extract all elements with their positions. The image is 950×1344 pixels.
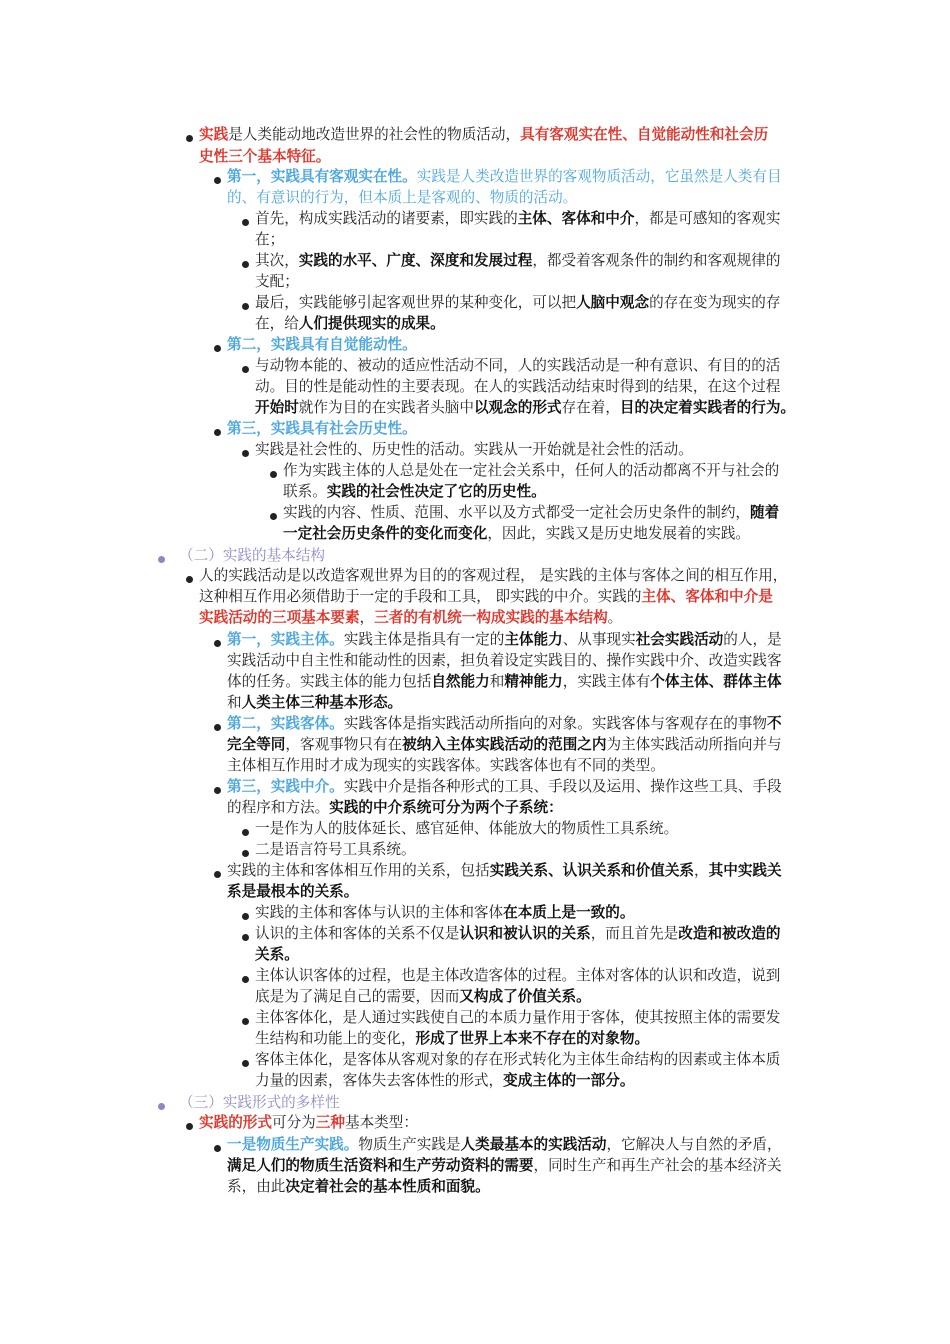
text-run: 三种 [315, 1114, 345, 1131]
text-run: 物质生产实践是 [358, 1136, 461, 1153]
bullet-dot [242, 976, 249, 983]
text-line [227, 1155, 782, 1176]
bullet-dot [270, 471, 277, 478]
text-run: 系是最根本的关系。 [227, 883, 359, 900]
bullet-dot [242, 366, 249, 373]
text-run: 决定着社会的基本性质和面貌。 [285, 1178, 490, 1195]
text-run: ，同时生产和再生产社会的基本经济关 [533, 1157, 782, 1174]
bullet-dot [214, 177, 221, 184]
text-run: 一定社会历史条件的变化而变化 [283, 525, 488, 542]
text-run: 第二，实践具有自觉能动性。 [227, 336, 417, 353]
text-run: 个体主体、群体主体 [650, 673, 782, 690]
text-run: 客体主体化，是客体从客观对象的存在形式转化为主体生命结构的因素或主体本质 [255, 1051, 781, 1068]
text-run: ，而且首先是 [590, 925, 679, 942]
bullet-dot [242, 850, 249, 857]
text-run: 随着 [750, 504, 780, 521]
bullet-dot [158, 556, 165, 563]
text-run: 的程序和方法。 [227, 799, 330, 816]
text-run: 的人，是 [723, 631, 782, 648]
text-line [255, 1007, 780, 1028]
text-run: 实践活动的三项基本要素 [199, 609, 360, 626]
text-line [227, 692, 402, 713]
text-line [255, 397, 795, 418]
text-line [199, 565, 787, 586]
text-run: 三者的有机统一构成实践的基本结构 [374, 609, 608, 626]
text-run: 开始时 [255, 399, 299, 416]
text-run: 底是为了满足自己的需要，因而 [255, 988, 460, 1005]
text-line [227, 713, 782, 734]
text-line [283, 460, 779, 481]
text-run: 目的决定着实践者的行为。 [619, 399, 796, 416]
text-run: 第二，实践客体。 [227, 715, 344, 732]
bullet-dot [186, 576, 193, 583]
text-line [283, 481, 546, 502]
text-run: 人类主体三种基本形态。 [241, 694, 403, 711]
text-line [255, 944, 299, 965]
bullet-dot [214, 724, 221, 731]
text-run: 力量的因素，客体失去客体性的形式， [255, 1072, 504, 1089]
text-run: 支配； [255, 273, 299, 290]
text-run: 完全等同 [227, 736, 286, 753]
text-run: 系，由此 [227, 1178, 286, 1195]
text-run: 是人类能动地改造世界的社会性的物质活动， [228, 126, 521, 143]
text-run: 二是语言符号工具系统。 [255, 841, 416, 858]
bullet-dot [158, 1103, 165, 1110]
text-line [255, 208, 780, 229]
text-run: 的存在变为现实的存 [649, 294, 781, 311]
text-run: ，客观事物只有在 [285, 736, 403, 753]
text-run: 精神能力 [504, 673, 563, 690]
text-run: 形成了世界上本来不存在的对象物。 [415, 1030, 650, 1047]
text-run: 实践的内容、性质、范围、水平以及方式都受一定社会历史条件的制约， [283, 504, 751, 521]
text-run: 一是作为人的肢体延长、感官延伸、体能放大的物质性工具系统。 [255, 820, 679, 837]
text-line [227, 334, 417, 355]
bullet-dot [242, 219, 249, 226]
text-line [227, 418, 417, 439]
text-line [255, 986, 591, 1007]
text-run: 基本类型： [344, 1114, 418, 1131]
text-run: 实践关系、认识关系和价值关系 [489, 862, 695, 879]
text-line [255, 376, 780, 397]
text-run: 的、有意识的行为，但本质上是客观的、物质的活动。 [227, 189, 578, 206]
text-run: 以观念的形式 [473, 399, 562, 416]
text-line [199, 124, 768, 145]
text-line [255, 439, 693, 460]
text-run: 被纳入主体实践活动的范围之内 [402, 736, 607, 753]
text-run: 第一，实践主体。 [227, 631, 344, 648]
text-run: 主体、客体和中介 [517, 210, 635, 227]
text-run: ，都受着客观条件的制约和客观规律的 [532, 252, 781, 269]
text-run: 人脑中观念 [576, 294, 650, 311]
text-run: 为主体实践活动所指向并与 [606, 736, 782, 753]
text-run: 关系。 [255, 946, 299, 963]
text-run: 最后，实践能够引起客观世界的某种变化，可以把 [255, 294, 577, 311]
text-line [179, 1092, 340, 1113]
text-line [227, 629, 782, 650]
text-line [227, 187, 577, 208]
text-line [227, 881, 358, 902]
text-line [255, 313, 445, 334]
text-run: 史性三个基本特征。 [199, 148, 331, 165]
text-run: 实践的中介系统可分为两个子系统： [329, 799, 563, 816]
text-run: 在，给 [255, 315, 299, 332]
text-run: 这种相互作用必须借助于一定的手段和工具， 即实践的中介。实践的 [199, 588, 642, 605]
text-line [255, 1070, 634, 1091]
text-line [227, 734, 782, 755]
text-run: 其次， [255, 252, 299, 269]
text-run: 实践是社会性的、历史性的活动。实践从一开始就是社会性的活动。 [255, 441, 693, 458]
text-run: 不 [767, 715, 782, 732]
text-line [255, 355, 780, 376]
text-line [199, 607, 622, 628]
text-run: 认识的主体和客体的关系不仅是 [255, 925, 460, 942]
text-line [227, 860, 782, 881]
text-run: 主体认识客体的过程，也是主体改造客体的过程。主体对客体的认识和改造，说到 [255, 967, 781, 984]
text-run: 在本质上是一致的。 [503, 904, 635, 921]
text-run: 人们提供现实的成果。 [298, 315, 445, 332]
text-line [227, 650, 782, 671]
text-line [255, 1028, 649, 1049]
text-run: 主体相互作用时才成为现实的实践客体。实践客体也有不同的类型。 [227, 757, 665, 774]
text-run: 体的任务。实践主体的能力包括 [227, 673, 432, 690]
text-line [283, 502, 779, 523]
text-line [227, 1134, 782, 1155]
bullet-dot [242, 829, 249, 836]
bullet-dot [186, 135, 193, 142]
text-run: 具有客观实在性、自觉能动性和社会历 [520, 126, 769, 143]
bullet-dot [270, 513, 277, 520]
text-run: 实践活动中自主性和能动性的因素，担负着设定实践目的、操作实践中介、改造实践客 [227, 652, 782, 669]
text-run: 就作为目的在实践者头脑中 [298, 399, 474, 416]
text-line [199, 146, 330, 167]
text-line [227, 671, 782, 692]
text-line [255, 250, 780, 271]
bullet-dot [214, 787, 221, 794]
text-run: （三）实践形式的多样性 [179, 1094, 340, 1111]
text-run: 、从事现实 [562, 631, 636, 648]
text-run: 变成主体的一部分。 [503, 1072, 635, 1089]
bullet-dot [214, 1145, 221, 1152]
text-line [227, 776, 782, 797]
text-line [179, 545, 325, 566]
text-line [255, 818, 678, 839]
bullet-dot [242, 934, 249, 941]
text-line [255, 902, 634, 923]
bullet-dot [186, 1123, 193, 1130]
text-line [255, 271, 299, 292]
text-run: 联系。 [283, 483, 327, 500]
text-run: 作为实践主体的人总是处在一定社会关系中，任何人的活动都离不开与社会的 [283, 462, 780, 479]
text-run: 实践是人类改造世界的客观物质活动，它虽然是人类有目 [416, 168, 782, 185]
text-run: 实践的形式 [199, 1114, 272, 1131]
text-run: 实践主体是指具有一定的 [343, 631, 505, 648]
text-run: 生结构和功能上的变化， [255, 1030, 416, 1047]
text-line [255, 923, 780, 944]
text-run: 和 [227, 694, 242, 711]
text-run: 其中实践关 [708, 862, 782, 879]
text-run: 实践的水平、广度、深度和发展过程 [298, 252, 533, 269]
text-run: 认识和被认识的关系 [459, 925, 591, 942]
text-line [255, 1049, 780, 1070]
text-line [255, 839, 416, 860]
bullet-dot [242, 450, 249, 457]
text-line [199, 586, 773, 607]
text-run: 实践 [199, 126, 229, 143]
text-run: 。 [607, 609, 623, 626]
text-run: 在； [255, 231, 285, 248]
bullet-dot [242, 913, 249, 920]
text-run: 自然能力 [431, 673, 490, 690]
bullet-dot [242, 303, 249, 310]
text-line [283, 523, 750, 544]
text-run: 实践的主体和客体与认识的主体和客体 [255, 904, 504, 921]
text-run: ，它解决人与自然的矛盾， [606, 1136, 782, 1153]
text-run: 实践的社会性决定了它的历史性。 [326, 483, 546, 500]
text-line [199, 1112, 418, 1133]
text-line [227, 166, 782, 187]
bullet-dot [242, 1018, 249, 1025]
text-run: 和 [489, 673, 505, 690]
text-run: 实践中介是指各种形式的工具、手段以及运用、操作这些工具、手段 [343, 778, 782, 795]
text-run: 动。目的性是能动性的主要表现。在人的实践活动结束时得到的结果，在这个过程 [255, 378, 781, 395]
text-line [255, 965, 780, 986]
bullet-dot [242, 261, 249, 268]
text-run: 第一，实践具有客观实在性。 [227, 168, 417, 185]
bullet-dot [242, 1060, 249, 1067]
text-run: 主体能力 [504, 631, 563, 648]
text-run: 实践客体是指实践活动所指向的对象。实践客体与客观存在的事物 [343, 715, 767, 732]
text-run: 实践的主体和客体相互作用的关系，包括 [227, 862, 490, 879]
text-run: ，实践主体有 [562, 673, 651, 690]
text-run: 存在着， [561, 399, 620, 416]
bullet-dot [214, 640, 221, 647]
text-run: 人的实践活动是以改造客观世界为目的的客观过程， 是实践的主体与客体之间的相互作用， [199, 567, 788, 584]
text-run: ，都是可感知的客观实 [634, 210, 781, 227]
text-line [227, 797, 563, 818]
text-run: 主体客体化，是人通过实践使自己的本质力量作用于客体，使其按照主体的需要发 [255, 1009, 781, 1026]
text-run: ， [359, 609, 375, 626]
text-line [255, 292, 780, 313]
text-run: 满足人们的物质生活资料和生产劳动资料的需要 [227, 1157, 534, 1174]
text-run: 与动物本能的、被动的适应性活动不同，人的实践活动是一种有意识、有目的的活 [255, 357, 781, 374]
bullet-dot [214, 871, 221, 878]
text-run: 一是物质生产实践。 [227, 1136, 359, 1153]
text-run: 可分为 [271, 1114, 316, 1131]
text-line [255, 229, 284, 250]
text-run: 第三，实践具有社会历史性。 [227, 420, 417, 437]
text-run: 主体、客体和中介是 [641, 588, 773, 605]
text-line [227, 755, 665, 776]
text-run: ， [694, 862, 709, 879]
text-run: 人类最基本的实践活动 [460, 1136, 607, 1153]
text-run: 又构成了价值关系。 [459, 988, 591, 1005]
text-run: 第三，实践中介。 [227, 778, 344, 795]
bullet-dot [214, 429, 221, 436]
text-run: 首先，构成实践活动的诸要素，即实践的 [255, 210, 518, 227]
bullet-dot [214, 345, 221, 352]
text-line [227, 1176, 490, 1197]
text-run: （二）实践的基本结构 [179, 547, 325, 564]
text-run: 改造和被改造的 [678, 925, 781, 942]
text-run: 社会实践活动 [635, 631, 724, 648]
text-run: ，因此，实践又是历史地发展着的实践。 [487, 525, 751, 542]
